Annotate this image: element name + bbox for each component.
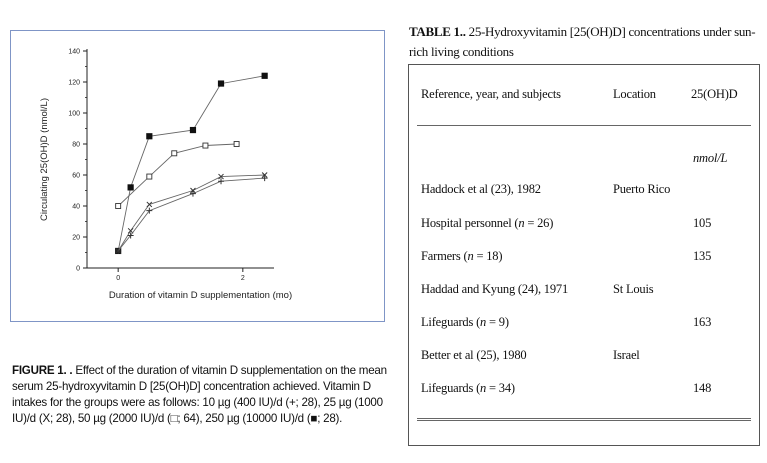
figure-caption: [12, 363, 402, 427]
series-line: [118, 76, 265, 251]
figure-caption-lead: FIGURE 1. .: [12, 364, 73, 377]
table-row-subjects: Lifeguards (n = 9): [421, 315, 509, 329]
table-row-value: 135: [693, 249, 712, 263]
unit-label: nmol/L: [693, 151, 728, 165]
data-point: [218, 81, 223, 86]
y-tick-label: 100: [68, 110, 80, 118]
data-point: [262, 73, 267, 78]
table-row-subjects: Haddock et al (23), 1982: [421, 182, 541, 196]
data-point: [147, 202, 152, 207]
table-row-location: Israel: [613, 348, 640, 362]
data-point: [128, 185, 133, 190]
data-point: [234, 142, 239, 147]
table-row-value: 105: [693, 216, 712, 230]
figure-panel: [10, 30, 385, 322]
data-point: [116, 204, 121, 209]
y-tick-label: 140: [68, 48, 80, 56]
header-rule: [417, 125, 751, 126]
x-axis-label: Duration of vitamin D supplementation (mo): [108, 290, 293, 301]
table-row-location: St Louis: [613, 282, 654, 296]
column-header-location: Location: [613, 87, 656, 101]
footer-rule: [417, 418, 751, 421]
x-tick-label: 0: [116, 275, 121, 282]
data-point: [172, 151, 177, 156]
y-tick-label: 80: [72, 141, 80, 149]
y-tick-label: 40: [72, 203, 80, 211]
data-point: [203, 143, 208, 148]
table-row-subjects: Haddad and Kyung (24), 1971: [421, 282, 568, 296]
series-line: [118, 175, 265, 251]
table-row-subjects: Hospital personnel (n = 26): [421, 216, 554, 230]
y-tick-label: 0: [76, 265, 80, 273]
table-title: [409, 22, 761, 62]
y-tick-label: 120: [68, 79, 80, 87]
table-row-location: Puerto Rico: [613, 182, 671, 196]
table-title-lead: TABLE 1..: [409, 24, 466, 39]
figure-caption-text: Effect of the duration of vitamin D supplementation on the mean serum 25-hydroxyvitamin D [25(OH)D] concentration achieved. Vitamin D intakes for the groups were as follows: 10 µg (400 IU)/d (+; 28), 25 µg (1000 IU)/d (X; 28), 50 µg (2000 IU)/d (□; 64), 250 µg (10000 IU)/d (■; 28).: [12, 364, 387, 425]
data-point: [190, 127, 195, 132]
table-row-value: 148: [693, 381, 712, 395]
table-row-subjects: Better et al (25), 1980: [421, 348, 527, 362]
table-row-value: 163: [693, 315, 712, 329]
data-point: [262, 175, 268, 181]
x-tick-label: 2: [240, 275, 245, 282]
table-row-subjects: Lifeguards (n = 34): [421, 381, 515, 395]
y-tick-label: 60: [72, 172, 80, 180]
table-title-text: 25-Hydroxyvitamin [25(OH)D] concentrations under sun-rich living conditions: [409, 24, 756, 59]
y-tick-label: 20: [72, 234, 80, 242]
column-header-value: 25(OH)D: [691, 87, 738, 101]
line-chart: [11, 31, 384, 321]
table-row-subjects: Farmers (n = 18): [421, 249, 503, 263]
data-table: [408, 64, 760, 446]
column-header-subjects: Reference, year, and subjects: [421, 87, 561, 101]
data-point: [147, 174, 152, 179]
data-point: [147, 134, 152, 139]
y-axis-label: Circulating 25(OH)D (nmol/L): [39, 97, 50, 222]
